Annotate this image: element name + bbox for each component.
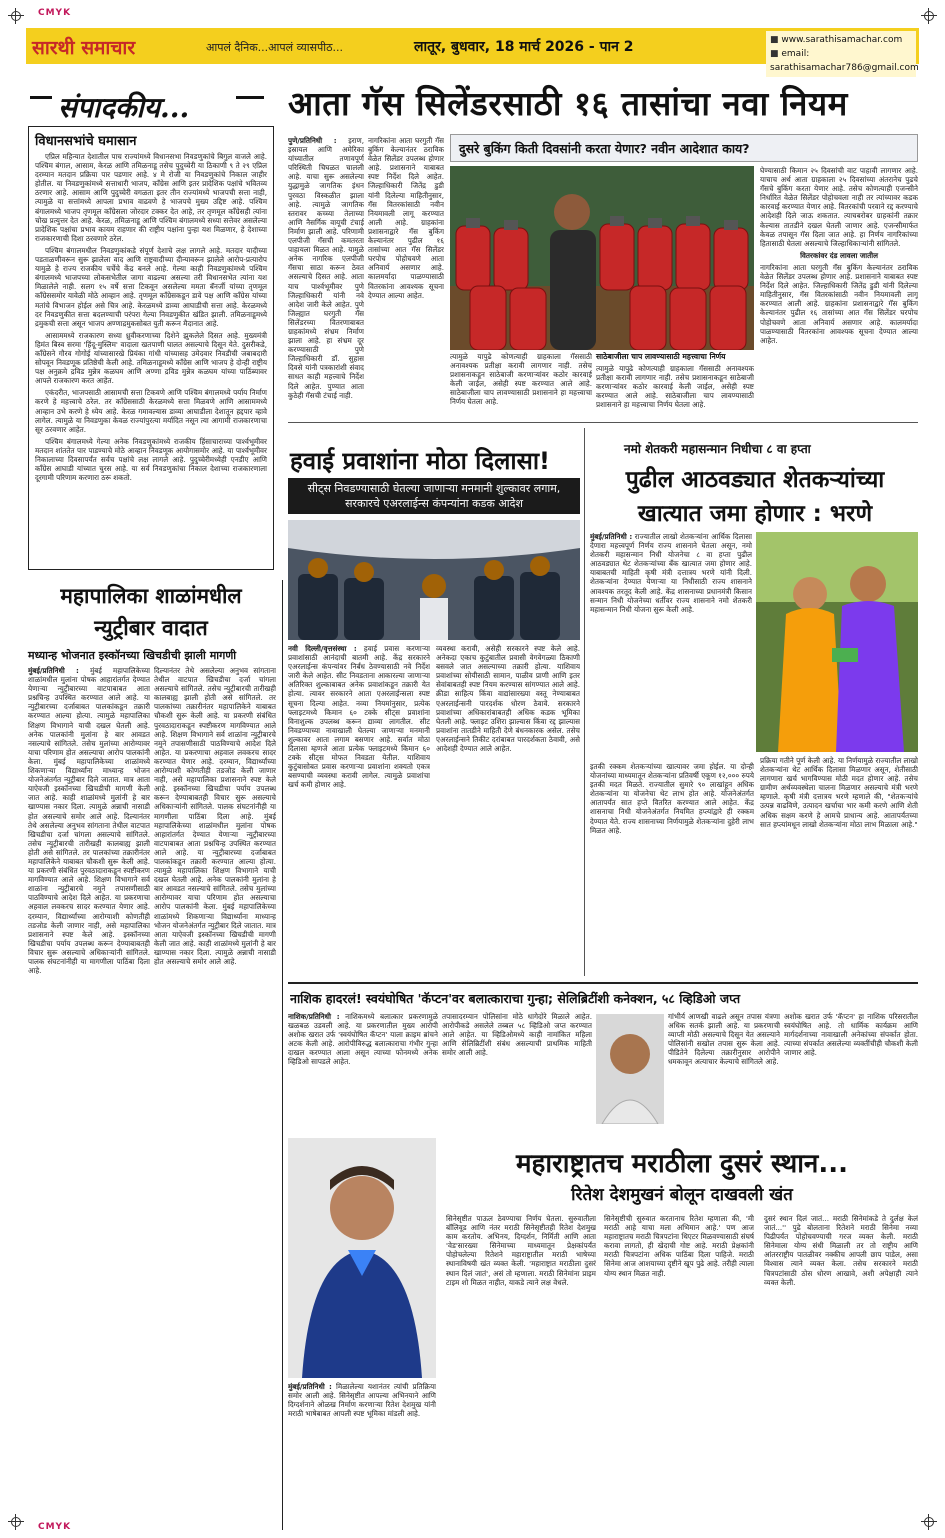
- kisan-dateline: मुंबई/प्रतिनिधी :: [590, 532, 633, 541]
- marathi-column-3: [604, 1214, 754, 1530]
- school-column-1: [28, 666, 150, 1530]
- school-column-2: [154, 666, 276, 1530]
- lead-dateline: पुणे/प्रतिनिधी :: [288, 136, 337, 145]
- kisan-column-2: [590, 762, 754, 976]
- nashik-text: नाशिकमध्ये बलात्कार प्रकरणामुळे खळबळ उडवली आहे. या प्रकरणातील मुख्य आरोपी अशोक खरात उर्फ 'स्वयंघोषित कॅप्टन' याला क्राइम ब्रांचने अटक केली आहे. आरोपीविरुद्ध बलात्काराचा गंभीर गुन्हा दाखल करण्यात आला असून त्याच्या फोनमध्ये अनेक व्हिडिओ सापडले आहेत.: [288, 1012, 438, 1067]
- nashik-text: अशोक खरात उर्फ 'कॅप्टन' हा नाशिक परिसरातील स्वयंघोषित आहे. तो धार्मिक कार्यक्रम आणि मार्गदर्शनाच्या नावाखाली अनेकांच्या संपर्कात होता. त्याच्या संपर्कात असलेल्या व्यक्तींचीही चौकशी केली जाणार आहे.: [784, 1012, 918, 1058]
- editorial-paragraph: एकंदरीत, भाजपसाठी आसामची सत्ता टिकवणे आणि पश्चिम बंगालमध्ये पर्याय निर्माण करणे हे महत्त्वाचे ठरेल. तर काँग्रेससाठी केरळमध्ये सत्ता मिळवणे आणि आसाममध्ये आव्हान उभे करणे हे ध्येय आहे. केरळ गमावल्यास डाव्या आघाडीला देशातून हद्दपार व्हावे लागेल. त्यामुळे या निवडणुका केवळ राज्यांपुरत्या मर्यादित नसून त्या आगामी राजकारणाचा सूर ठरवणार आहेत.: [35, 388, 267, 434]
- air-headline: हवाई प्रवाशांना मोठा दिलासा!: [290, 447, 551, 475]
- lead-headline: आता गॅस सिलेंडरसाठी १६ तासांचा नवा नियम: [288, 84, 848, 123]
- kisan-headline-line-1: पुढील आठवड्यात शेतकऱ्यांच्या: [625, 467, 885, 493]
- kisan-headline-line-2: खात्यात जमा होणार : भरणे: [637, 501, 873, 527]
- lead-text: नागरिकांना आता घरगुती गॅस बुकिंग केल्यानंतर ठराविक वेळेत सिलेंडर उपलब्ध होणार आहे. प्रशासनाने याबाबत स्पष्ट निर्देश दिले आहेत. जिल्हाधिकारी जितेंद्र डुडी यांनी दिलेल्या माहितीनुसार, गॅस वितरकांसाठी नवीन नियमावली लागू करण्यात आली आहे. ग्राहकांना प्रशासनाद्वारे गॅस बुकिंग केल्यानंतर पुढील १६ तासांच्या आत गॅस सिलेंडर घरपोच पोहोचवणे आता अनिवार्य असणार आहे. कालमर्यादा पाळण्यासाठी वितरकांना आवश्यक सूचना देण्यात आल्या आहेत.: [760, 262, 918, 345]
- air-column-1: [288, 644, 430, 944]
- lead-column-1: [288, 136, 364, 416]
- kisan-column-3: [760, 756, 918, 976]
- editorial-body: [35, 152, 267, 482]
- tagline: आपलं दैनिक...आपलं व्यासपीठ...: [206, 41, 344, 54]
- school-headline-line-2: न्युट्रीबार वादात: [94, 616, 208, 640]
- editorial-paragraph: पश्चिम बंगालमध्ये गेल्या अनेक निवडणुकांमध्ये राजकीय हिंसाचाराच्या पार्श्वभूमीवर मतदान शांततेत पार पाडण्याचे मोठे आव्हान निवडणूक आयोगासमोर आहे. या पार्श्वभूमीवर निकालाच्या दिवसापर्यंत सर्वच पक्षांचे लक्ष लागले आहे. पुदुच्चेरीमध्येही एनडीए आणि काँग्रेस आघाडी यांच्यात चुरस आहे. या सर्व निवडणुकांचा निकाल देशाच्या राजकारणाला दूरगामी परिणाम करणारा ठरू शकतो.: [35, 436, 267, 483]
- marathi-text: सिनेसृष्टीची सुरुवात करतानाच रितेश म्हणाला की, 'मी मराठी आहे याचा मला अभिमान आहे.' पण आज महाराष्ट्रातच मराठी चित्रपटांना थिएटर मिळवण्यासाठी संघर्ष करावा लागतो, ही खेदाची गोष्ट आहे. मराठी प्रेक्षकांनी मराठी चित्रपटांना अधिक पाठिंबा दिला पाहिजे. मराठी सिनेमा आज आशयाच्या दृष्टीने खूप पुढे आहे. तरीही त्याला योग्य स्थान मिळत नाही.: [604, 1214, 754, 1278]
- editorial-paragraph: आसाममध्ये राजकारण सध्या ध्रुवीकरणाच्या दिशेने झुकलेले दिसत आहे. मुख्यमंत्री हिमंत बिस्व सरमा 'हिंदू-मुस्लिम' वादाला खतपाणी घालत असल्याचे दिसून येते. दुसरीकडे, काँग्रेसने गौरव गोगोई यांच्यासारखे प्रियंका गांधी यांच्यासह उमेदवार निवडीची जबाबदारी सोपवून निवडणूक प्रतिष्ठेची केली आहे. तमिळनाडूमध्ये काँग्रेस आणि भाजप हे दोन्ही राष्ट्रीय पक्ष अनुक्रमे द्रविड मुन्नेत्र कळघम आणि अण्णा द्रविड मुन्नेत्र कळघम यांच्या पाठिंब्यावर आपले राजकारण करत आहेत.: [35, 330, 267, 386]
- divider: [30, 96, 52, 99]
- editorial-box: [28, 126, 274, 570]
- accused-portrait-photo: [596, 1014, 664, 1124]
- nashik-text: गांभीर्य आणखी वाढले असून तपास यंत्रणा अधिक सतर्क झाली आहे. या प्रकरणाची व्याप्ती मोठी असल्याचे दिसून येत असल्याने पोलिसांनी सखोल तपास सुरू केला आहे. पीडितेने दिलेल्या तक्रारीनुसार आरोपीने धमकावून अत्याचार केल्याचे सांगितले आहे.: [668, 1012, 780, 1067]
- lead-column-3: [450, 352, 592, 418]
- marathi-column-1: [288, 1382, 436, 1530]
- divider: [288, 982, 918, 984]
- kisan-kicker: नमो शेतकरी महासन्मान निधीचा ८ वा हप्ता: [624, 442, 811, 456]
- divider: [282, 580, 283, 1530]
- lead-text: घेण्यासाठी किमान २५ दिवसांची वाट पाहावी लागणार आहे. याचाच अर्थ आता ग्राहकाला २५ दिवसांच्या अंतरानेच पुढचे गॅसचे बुकिंग करता येणार आहे. तसेच कोणत्याही एजन्सीने निर्धारित वेळेत सिलेंडर पोहोचवला नाही तर त्यांच्यावर कडक कारवाई करण्यात येणार आहे. वितरकांची परवाने रद्द करण्याचे आदेशही दिले जाऊ शकतात. त्याचबरोबर ग्राहकांनी तक्रार केल्यास तातडीने दखल घेतली जाणार आहे. एजन्सीमार्फत केवळ तपासून गॅस दिला जात आहे. हा निर्णय नागरिकांच्या हितासाठी घेतला असल्याचे जिल्हाधिकाऱ्यांनी सांगितले.: [760, 166, 918, 248]
- lead-subhead-2: वितरकांवर दंड लावला जातील: [800, 250, 878, 260]
- registration-mark-icon: [921, 1514, 937, 1530]
- aircraft-cabin-photo: [288, 520, 580, 640]
- photo-caption: साठेबाजीला चाप लावण्यासाठी महत्त्वाचा निर्णय: [596, 352, 726, 361]
- marathi-headline: महाराष्ट्रातच मराठीला दुसरं स्थान...: [516, 1149, 848, 1179]
- lead-column-3b: [596, 364, 754, 418]
- kisan-text: इतकी रक्कम शेतकऱ्यांच्या खात्यावर जमा होईल. या दोन्ही योजनांच्या माध्यमातून शेतकऱ्यांना प्रतिवर्षी एकूण १२,००० रुपये इतकी मदत मिळते. राज्यातील सुमारे ९० लाखांहून अधिक शेतकऱ्यांना या योजनेचा थेट लाभ होत आहे. योजनेअंतर्गत आतापर्यंत सात हप्ते वितरित करण्यात आले आहेत. केंद्र शासनाचा निधी योजनेअंतर्गत नियमित हप्त्यांद्वारे ही रक्कम देण्यात येते. राज्य शासनाच्या निर्णयामुळे शेतकऱ्यांना दुहेरी लाभ मिळत आहे.: [590, 762, 754, 835]
- registration-mark-icon: [8, 1514, 24, 1530]
- school-text: मुंबई महापालिकेच्या शाळांमधील मुलांना पोषक आहारांतर्गत देण्यात येणाऱ्या न्युट्रीबारच्या वाटपाबाबत आता प्रश्नचिन्ह उपस्थित करण्यात आले आहे. या न्युट्रीबारच्या दर्जाबाबत पालकांकडून तक्रारी करण्यात आल्या होत्या. त्यामुळे महापालिका शिक्षण विभागाने याची दखल घेतली आहे. अनेक पालकांनी मुलांना हे बार आवडत नसल्याचे सांगितले. तसेच मुलांच्या आरोग्यावर याचा परिणाम होत असल्याचा आरोप पालकांनी केला. मुंबई महापालिकेच्या शाळांमध्ये शिकणाऱ्या विद्यार्थ्यांना माध्यान्ह भोजन योजनेअंतर्गत न्युट्रीबार दिले जातात. मात्र आता याऐवजी इस्कॉनच्या खिचडीची मागणी केली जात आहे. काही शाळांमध्ये मुलांनी हे बार खाण्यास नकार दिला. त्यामुळे अन्नाची नासाडी होत असल्याचे समोर आले आहे.: [154, 811, 276, 966]
- marathi-text: सिनेसृष्टीत पाऊल ठेवण्याचा निर्णय घेतला. सुरुवातीला बॉलिवूड आणि नंतर मराठी सिनेसृष्टीतही रितेश देशमुख काम करतोय. अभिनय, दिग्दर्शन, निर्मिती आणि आता 'वेड'सारख्या सिनेमाच्या माध्यमातून प्रेक्षकांपर्यंत पोहोचलेल्या रितेशने महाराष्ट्रातील मराठी भाषेच्या स्थानाविषयी खंत व्यक्त केली. 'महाराष्ट्रात मराठीला दुसरं स्थान दिलं जातं', असं तो म्हणाला. मराठी सिनेमांना प्राइम टाइम शो मिळत नाहीत, याकडे त्याने लक्ष वेधले.: [446, 1214, 596, 1287]
- lead-text: त्यामुळे यापुढे कोणत्याही ग्राहकाला गॅससाठी अनावश्यक प्रतीक्षा करावी लागणार नाही. तसेच प्रशासनाकडून साठेबाजी करणाऱ्यांवर कठोर कारवाई केली जाईल, असेही स्पष्ट करण्यात आले आहे. साठेबाजीला चाप लावण्यासाठी प्रशासनाने हा महत्त्वाचा निर्णय घेतला आहे.: [596, 364, 754, 410]
- nashik-text: तपासादरम्यान पोलिसांना मोठे धागेदोरे मिळाले आहेत. आरोपीकडे असलेले तब्बल ५८ व्हिडिओ जप्त करण्यात आले आहेत. या व्हिडिओमध्ये काही नामांकित महिला आणि सेलिब्रिटींशी संबंध असल्याची प्राथमिक माहिती समोर आली आहे.: [442, 1012, 592, 1058]
- lead-text: त्यामुळे यापुढे कोणत्याही ग्राहकाला गॅससाठी अनावश्यक प्रतीक्षा करावी लागणार नाही. तसेच प्रशासनाकडून साठेबाजी करणाऱ्यांवर कठोर कारवाई केली जाईल, असेही स्पष्ट करण्यात आले आहे. साठेबाजीला चाप लावण्यासाठी प्रशासनाने हा महत्त्वाचा निर्णय घेतला आहे.: [450, 352, 592, 407]
- nashik-column-4: [784, 1012, 918, 1132]
- registration-mark-icon: [8, 8, 24, 24]
- school-headline-line-1: महापालिका शाळांमधील: [60, 584, 242, 608]
- editorial-paragraph: एप्रिल महिन्यात देशातील पाच राज्यांमध्ये विधानसभा निवडणुकांचे बिगुल वाजले आहे. पश्चिम बंगाल, आसाम, केरळ आणि तमिळनाडू तसेच पुदुच्चेरी या ठिकाणी ९ ते २९ एप्रिल दरम्यान मतदान प्रक्रिया पार पडणार आहे. ४ मे रोजी या निवडणुकांचे निकाल जाहीर होतील. या निवडणुकांमध्ये सत्ताधारी भाजप, काँग्रेस आणि इतर प्रादेशिक पक्षांचे भवितव्य ठरणार आहे. आसाम आणि पुदुच्चेरी वगळता इतर तीन राज्यांमध्ये भाजपची सत्ता नाही, त्यामुळे या सत्तांमध्ये आपला प्रभाव वाढवणे हे भाजपचे मुख्य उद्दिष्ट आहे. पश्चिम बंगालमध्ये भाजप तृणमूल काँग्रेसला जोरदार टक्कर देत आहे, तर तृणमूल काँग्रेसही त्यांना चोख प्रत्युत्तर देत आहे. केरळ, तमिळनाडू आणि पश्चिम बंगालमध्ये सध्या सत्तेवर असलेल्या प्रादेशिक पक्षांचा प्रभाव कायम राहणार की राष्ट्रीय पक्षांना पुन्हा यश मिळणार, हे देशाच्या राजकारणाची दिशा ठरवणारे ठरेल.: [35, 152, 267, 243]
- nashik-column-2: [442, 1012, 592, 1132]
- marathi-dateline: मुंबई/प्रतिनिधी :: [288, 1382, 332, 1391]
- school-dateline: मुंबई/प्रतिनिधी :: [28, 666, 79, 675]
- editorial-heading: संपादकीय...: [58, 91, 190, 124]
- email-link[interactable]: ■ email: sarathisamachar786@gmail.com: [770, 47, 912, 75]
- school-deck: मध्यान्ह भोजनात इस्कॉनच्या खिचडीची झाली मागणी: [28, 649, 237, 662]
- lead-text: नागरिकांना आता घरगुती गॅस बुकिंग केल्यानंतर ठराविक वेळेत सिलेंडर उपलब्ध होणार आहे. प्रशासनाने याबाबत स्पष्ट निर्देश दिले आहेत. जिल्हाधिकारी जितेंद्र डुडी यांनी दिलेल्या माहितीनुसार, गॅस वितरकांसाठी नवीन नियमावली लागू करण्यात आली आहे. ग्राहकांना प्रशासनाद्वारे गॅस बुकिंग केल्यानंतर पुढील १६ तासांच्या आत गॅस सिलेंडर घरपोच पोहोचवणे आता अनिवार्य असणार आहे. कालमर्यादा पाळण्यासाठी वितरकांना आवश्यक सूचना देण्यात आल्या आहेत.: [368, 136, 444, 300]
- nashik-column-3: [668, 1012, 780, 1132]
- marathi-text: मिळालेल्या यशानंतर त्यांची प्रतिक्रिया समोर आली आहे. सिनेसृष्टीत आपल्या अभिनयाने आणि दिग्दर्शनाने ओळख निर्माण करणाऱ्या रितेश देशमुख यांनी मराठी भाषेबाबत आपली स्पष्ट भूमिका मांडली आहे.: [288, 1382, 436, 1419]
- nashik-dateline: नाशिक/प्रतिनिधी :: [288, 1012, 340, 1021]
- issue-dateline: लातूर, बुधवार, 18 मार्च 2026 - पान 2: [414, 39, 634, 55]
- gas-cylinder-photo: [450, 166, 754, 350]
- air-column-2: [436, 644, 580, 944]
- school-text: मुंबई महापालिकेच्या शाळांमधील मुलांना पोषक आहारांतर्गत देण्यात येणाऱ्या न्युट्रीबारच्या वाटपाबाबत आता प्रश्नचिन्ह उपस्थित करण्यात आले आहे. या न्युट्रीबारच्या दर्जाबाबत पालकांकडून तक्रारी करण्यात आल्या होत्या. त्यामुळे महापालिका शिक्षण विभागाने याची दखल घेतली आहे. अनेक पालकांनी मुलांना हे बार आवडत नसल्याचे सांगितले. तसेच मुलांच्या आरोग्यावर याचा परिणाम होत असल्याचा आरोप पालकांनी केला. मुंबई महापालिकेच्या शाळांमध्ये शिकणाऱ्या विद्यार्थ्यांना माध्यान्ह भोजन योजनेअंतर्गत न्युट्रीबार दिले जातात. मात्र आता याऐवजी इस्कॉनच्या खिचडीची मागणी केली जात आहे. काही शाळांमध्ये मुलांनी हे बार खाण्यास नकार दिला. त्यामुळे अन्नाची नासाडी होत असल्याचे समोर आले आहे.: [28, 666, 150, 821]
- lead-column-4: [760, 166, 918, 418]
- farmer-couple-photo: [756, 532, 918, 752]
- marathi-deck: रितेश देशमुखनं बोलून दाखवली खंत: [571, 1185, 793, 1205]
- nashik-headline: नाशिक हादरलं! स्वयंघोषित 'कॅप्टन'वर बलात्काराचा गुन्हा; सेलिब्रिटींशी कनेक्शन, ५८ व्हिडिओ जप्त: [290, 991, 741, 1006]
- lead-column-2: [368, 136, 444, 416]
- editorial-paragraph: पश्चिम बंगालमधील निवडणुकांकडे संपूर्ण देशाचे लक्ष लागले आहे. मतदार यादीच्या पडताळणीवरून सुरू झालेला वाद आणि राष्ट्रवादीच्या दीन्यावरून झालेले आरोप-प्रत्यारोप यामुळे हे राज्य राजकीय चर्चेचे केंद्र बनले आहे. गेल्या काही निवडणुकांमध्ये पश्चिम बंगालमध्ये भाजपच्या लोकसभेतील जागा वाढल्या असल्या तरी विधानसभेत त्यांना यश मिळालेले नाही. सलग १५ वर्षे सत्ता टिकवून असलेल्या ममता बॅनर्जी यांच्या तृणमूल काँग्रेससमोर यावेळी मोठे आव्हान आहे. तृणमूल काँग्रेसकडून डावे पक्ष आणि काँग्रेस यांच्या मतांचे विभाजन होईल असे चित्र आहे. केरळमध्ये डाव्या आघाडीची सत्ता आहे. केरळमध्ये दर निवडणुकीत सत्ता बदलण्याची परंपरा गेल्या निवडणुकीत खंडित झाली. तमिळनाडूमध्ये द्रमुकची सत्ता असून भाजप अण्णाद्रमुकसोबत युती करून मैदानात आहे.: [35, 245, 267, 328]
- marathi-column-4: [764, 1214, 918, 1530]
- divider: [288, 422, 918, 423]
- cmyk-mark-bottom: CMYK: [38, 1522, 72, 1532]
- air-text: हवाई प्रवास करणाऱ्या प्रवाशांसाठी आनंदाची बातमी आहे. केंद्र सरकारने एअरलाईन्स कंपन्यांवर निर्बंध ठेवण्यासाठी नवे निर्देश जारी केले आहेत. सीट निवडताना आकारल्या जाणाऱ्या अतिरिक्त शुल्काबाबत अनेक प्रवाशांकडून तक्रारी येत होत्या. त्यावर सरकारने आता एअरलाईन्सला स्पष्ट सूचना दिल्या आहेत. नव्या नियमांनुसार, प्रत्येक फ्लाइटमध्ये किमान ६० टक्के सीट्स प्रवाशांना विनाशुल्क उपलब्ध करून द्याव्या लागतील. सीट निवडण्याच्या नावाखाली घेतल्या जाणाऱ्या मनमानी शुल्कावर आता लगाम बसणार आहे. सर्वात मोठा दिलासा म्हणजे आता प्रत्येक फ्लाइटमध्ये किमान ६० टक्के सीट्स मोफत निवडता येतील. याशिवाय कुटुंबासोबत प्रवास करणाऱ्या प्रवाशांना शक्यतो एकत्र बसण्याची व्यवस्था करावी लागेल. त्यामुळे प्रवाशांचा खर्च कमी होणार आहे.: [288, 644, 430, 790]
- kisan-text: राज्यातील लाखो शेतकऱ्यांना आर्थिक दिलासा देणारा महत्त्वपूर्ण निर्णय राज्य शासनाने घेतला असून, नमो शेतकरी महासन्मान निधी योजनेचा ८ वा हप्ता पुढील आठवड्यात थेट शेतकऱ्यांच्या बँक खात्यात जमा होणार आहे. याबाबतची माहिती कृषी मंत्री दत्तात्रय भरणे यांनी दिली. शेतकऱ्यांना देण्यात येणाऱ्या या निधीसाठी राज्य शासनाने आवश्यक तरतूद केली आहे. केंद्र शासनाच्या प्रधानमंत्री किसान सन्मान निधी योजनेच्या धर्तीवर राज्य शासनाने नमो शेतकरी महासन्मान निधी योजना सुरू केली आहे.: [590, 532, 752, 614]
- registration-mark-icon: [921, 8, 937, 24]
- contact-box: [766, 31, 919, 77]
- cmyk-mark-top: CMYK: [38, 8, 72, 18]
- actor-portrait-photo: [288, 1138, 436, 1378]
- air-deck: सीट्स निवडण्यासाठी घेतल्या जाणाऱ्या मनमानी शुल्कावर लगाम, सरकारचे एअरलाईन्स कंपन्यांना कडक आदेश: [288, 478, 580, 514]
- masthead: [26, 28, 919, 73]
- divider: [584, 428, 585, 976]
- school-text: दिल्यानंतर तेथे असलेल्या अनुभव सांगताना तेथील वाटपात खिचडीचा दर्जा चांगला असल्याचे सांगितले. तसेच न्युट्रीबारची तारीखही कालबाह्य झाली होती असे सांगितले. तर पालकांच्या तक्रारीनंतर महापालिकेने याबाबत चौकशी सुरू केली आहे. या प्रकरणी संबंधित पुरवठादाराकडून स्पष्टीकरण मागविण्यात आले आहे. शिक्षण विभागाने सर्व शाळांना न्युट्रीबारचे नमुने तपासणीसाठी पाठविण्याचे आदेश दिले आहेत. या प्रकरणाचा अहवाल लवकरच सादर करण्यात येणार आहे. दरम्यान, विद्यार्थ्यांच्या आरोग्याशी कोणतीही तडजोड केली जाणार नाही, असे महापालिका प्रशासनाने स्पष्ट केले आहे. इस्कॉनच्या खिचडीचा पर्याय उपलब्ध करून देण्याबाबतही विचार सुरू असल्याचे अधिकाऱ्यांनी सांगितले. पालक संघटनांनीही या मागणीला पाठिंबा दिला आहे.: [154, 666, 276, 821]
- lead-subhead: दुसरे बुकिंग किती दिवसांनी करता येणार? नवीन आदेशात काय?: [450, 134, 918, 162]
- kisan-column-1: [590, 532, 752, 758]
- nashik-column-1: [288, 1012, 438, 1132]
- divider: [236, 96, 264, 99]
- editorial-title: विधानसभांचे घमासान: [35, 134, 137, 149]
- marathi-text: दुसरं स्थान दिलं जातं... मराठी सिनेमांकडे ते दुर्लक्ष केलं जातं...'' पुढे बोलताना रितेशने मराठी सिनेमा नव्या पिढीपर्यंत पोहोचवण्याची गरज व्यक्त केली. मराठी सिनेमाला योग्य संधी मिळाली तर तो राष्ट्रीय आणि आंतरराष्ट्रीय पातळीवर नक्कीच आपली छाप पाडेल, असा विश्वास त्याने व्यक्त केला. तसेच सरकारने मराठी चित्रपटांसाठी ठोस धोरण आखावे, अशी अपेक्षाही त्याने व्यक्त केली.: [764, 1214, 918, 1287]
- website-link[interactable]: ■ www.sarathisamachar.com: [770, 33, 912, 47]
- air-dateline: नवी दिल्ली/वृत्तसंस्था :: [288, 644, 357, 653]
- air-text: व्यवस्था करावी, असेही सरकारने स्पष्ट केले आहे. अनेकदा एकाच कुटुंबातील प्रवासी वेगवेगळ्या ठिकाणी बसवले जात असल्याच्या तक्रारी होत्या. याशिवाय प्रवाशांच्या सोयीसाठी सामान, पाळीव प्राणी आणि इतर सेवांबाबतही स्पष्ट नियम करण्यास सांगण्यात आले आहे. क्रीडा साहित्य किंवा वाद्यांसारख्या वस्तू नेण्याबाबत एअरलाईन्सनी पारदर्शक धोरण ठेवावे. सरकारने प्रवाशांच्या अधिकारांबाबतही अधिक कडक भूमिका घेतली आहे. फ्लाइट उशिरा झाल्यास किंवा रद्द झाल्यास प्रवाशांना तातडीने माहिती देणे बंधनकारक असेल. तसेच एअरलाईन्सने तिकीट दरांबाबत पारदर्शकता ठेवावी, असे आदेशही देण्यात आले आहेत.: [436, 644, 580, 754]
- marathi-column-2: [446, 1214, 596, 1530]
- kisan-text: प्रक्रिया गतीने पूर्ण केली आहे. या निर्णयामुळे राज्यातील लाखो शेतकऱ्यांना थेट आर्थिक दिलासा मिळणार असून, शेतीसाठी लागणारा खर्च भागविण्यास मोठी मदत होणार आहे. तसेच ग्रामीण अर्थव्यवस्थेला चालना मिळणार असल्याचे मंत्री भरणे म्हणाले. कृषी मंत्री दत्तात्रय भरणे म्हणाले की, "शेतकऱ्यांचे उत्पन्न वाढविणे, उत्पादन खर्चाचा भार कमी करणे आणि शेती अधिक सक्षम करणे हे आमचे प्राधान्य आहे. आतापर्यंतच्या सात हप्त्यांमधून लाखो शेतकऱ्यांना मोठा लाभ मिळाला आहे.": [760, 756, 918, 829]
- lead-text: इराण, इस्रायल आणि अमेरिका यांच्यातील तणावपूर्ण परिस्थिती चिघळत चालली आहे. याचा सुरू असलेल्या युद्धामुळे जागतिक इंधन पुरवठा विस्कळीत झाला आहे. त्यामुळे जागतिक स्तरावर कच्च्या तेलाच्या आणि नैसर्गिक वायूची टंचाई निर्माण झाली आहे. परिणामी एलपीजी गॅसची कमतरता पाहायला मिळत आहे. यामुळे अनेक नागरिक एलपीजी गॅसचा साठा करून ठेवत असल्याचे दिसत आहे. आता याच पार्श्वभूमीवर पुणे जिल्हाधिकारी यांनी नवे आदेश जारी केले आहेत. पुणे जिल्ह्यात घरगुती गॅस सिलेंडरच्या वितरणाबाबत ग्राहकांमध्ये संभ्रम निर्माण झाला आहे. हा संभ्रम दूर करण्यासाठी पुणे जिल्हाधिकारी डॉ. सुहास दिवसे यांनी पत्रकारांशी संवाद साधत काही महत्त्वाचे निर्देश दिले आहेत. पुण्यात आता कुठेही गॅसची टंचाई नाही.: [288, 136, 364, 400]
- school-text: दिल्यानंतर तेथे असलेल्या अनुभव सांगताना तेथील वाटपात खिचडीचा दर्जा चांगला असल्याचे सांगितले. तसेच न्युट्रीबारची तारीखही कालबाह्य झाली होती असे सांगितले. तर पालकांच्या तक्रारीनंतर महापालिकेने याबाबत चौकशी सुरू केली आहे. या प्रकरणी संबंधित पुरवठादाराकडून स्पष्टीकरण मागविण्यात आले आहे. शिक्षण विभागाने सर्व शाळांना न्युट्रीबारचे नमुने तपासणीसाठी पाठविण्याचे आदेश दिले आहेत. या प्रकरणाचा अहवाल लवकरच सादर करण्यात येणार आहे. दरम्यान, विद्यार्थ्यांच्या आरोग्याशी कोणतीही तडजोड केली जाणार नाही, असे महापालिका प्रशासनाने स्पष्ट केले आहे. इस्कॉनच्या खिचडीचा पर्याय उपलब्ध करून देण्याबाबतही विचार सुरू असल्याचे अधिकाऱ्यांनी सांगितले. पालक संघटनांनीही या मागणीला पाठिंबा दिला आहे.: [28, 811, 150, 976]
- newspaper-brand: सारथी समाचार: [32, 37, 136, 59]
